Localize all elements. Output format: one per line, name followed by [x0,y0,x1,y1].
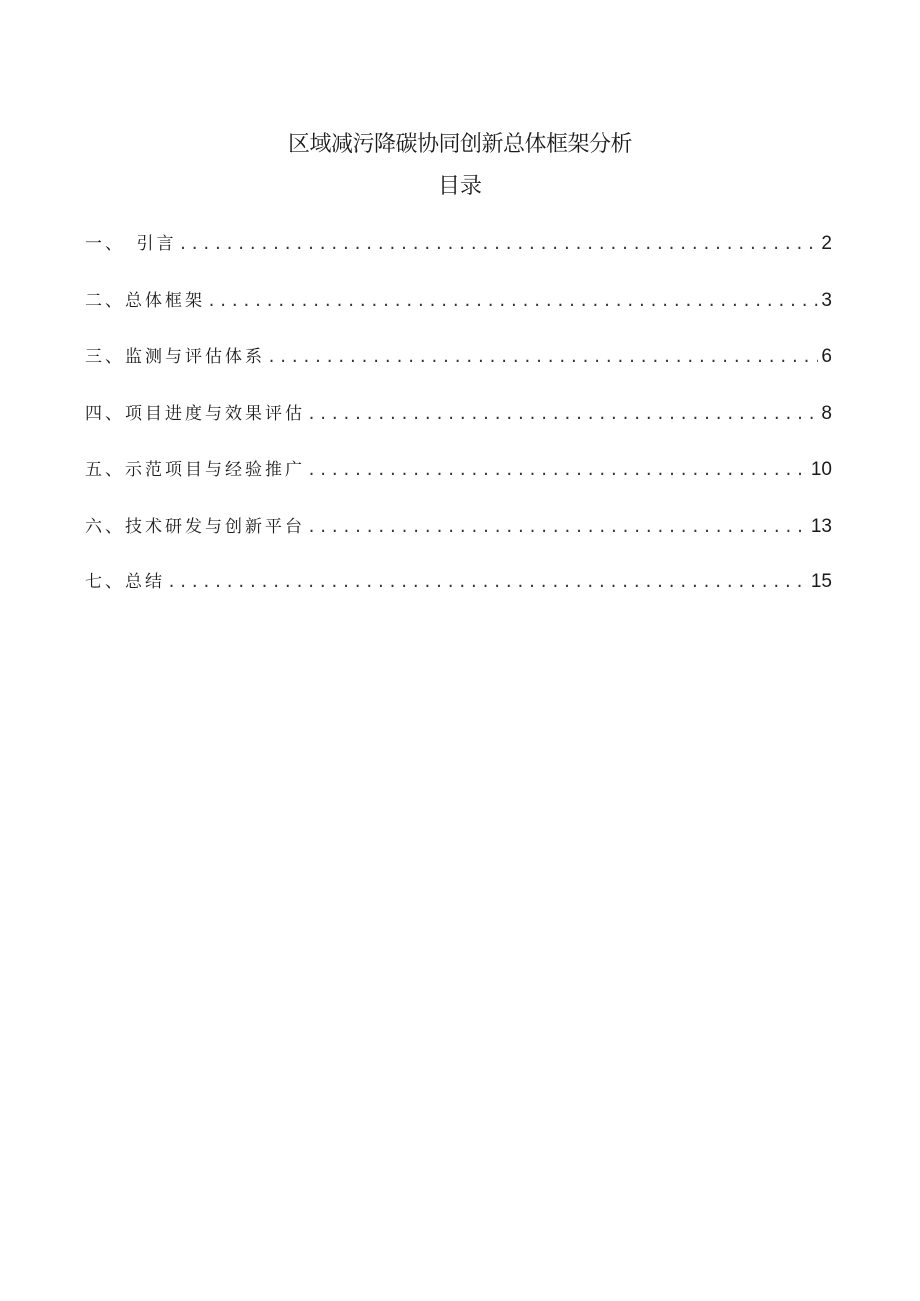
toc-page-number: 8 [821,403,832,424]
toc-page-number: 13 [810,516,832,537]
toc-entry-monitoring[interactable] [85,342,832,372]
toc-dot-leader [307,512,808,542]
toc-dot-leader [307,399,818,429]
toc-heading: 目录 [437,174,482,199]
toc-entry-label: 三、监测与评估体系 [85,347,265,367]
toc-entry-label: 六、技术研发与创新平台 [85,517,305,537]
toc-entry-label: 二、总体框架 [85,291,205,311]
toc-entry-framework[interactable] [85,286,832,316]
toc-entry-progress[interactable] [85,399,832,429]
toc-dot-leader [267,342,818,372]
toc-dot-leader [307,455,808,485]
table-of-contents [85,0,832,600]
toc-dot-leader [167,567,808,597]
toc-entry-label: 七、总结 [85,572,165,592]
toc-page-number: 6 [821,346,832,367]
toc-dot-leader [179,229,819,259]
toc-entry-intro[interactable] [85,229,832,259]
toc-entry-rnd[interactable] [85,512,832,542]
toc-entry-label: 五、示范项目与经验推广 [85,460,305,480]
toc-entry-demonstration[interactable] [85,455,832,485]
document-title: 区域减污降碳协同创新总体框架分析 [287,132,632,157]
toc-page-number: 3 [821,290,832,311]
toc-page-number: 2 [821,233,832,254]
toc-entry-summary[interactable] [85,567,832,597]
toc-page-number: 10 [810,459,832,480]
toc-entry-label: 一、 引言 [85,234,177,254]
toc-page-number: 15 [810,571,832,592]
toc-entry-label: 四、项目进度与效果评估 [85,404,305,424]
toc-dot-leader [207,286,818,316]
